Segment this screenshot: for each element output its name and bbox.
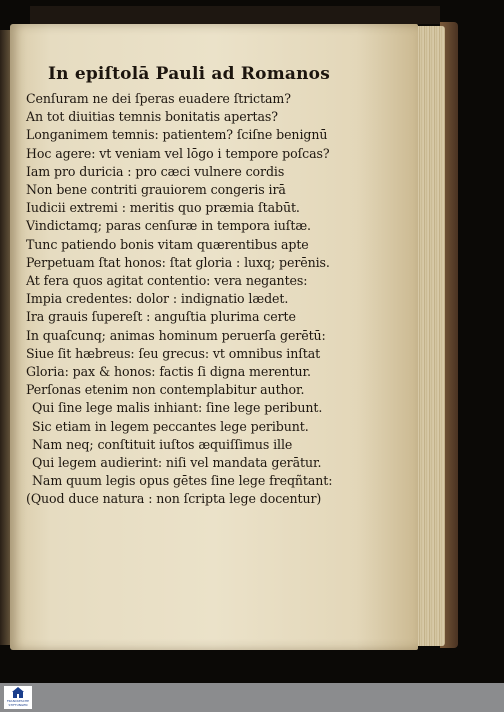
verse-line: Perſonas etenim non contemplabitur author.	[26, 382, 305, 398]
verse-line: Perpetuam ſtat honos: ſtat gloria : luxq; perēnis.	[26, 254, 330, 270]
verse-line: Ira grauis ſupereſt : anguſtia plurima certe	[26, 309, 296, 325]
verse-line: An tot diuitias temnis bonitatis apertas?	[26, 109, 278, 125]
page-stack-edges	[415, 26, 445, 646]
building-icon	[4, 686, 32, 700]
verse-line: Iudicii extremi : meritis quo præmia ſtabūt.	[26, 200, 300, 216]
verse-line: Qui ſine lege malis inhiant: ſine lege peribunt.	[32, 400, 323, 416]
verse-line: Longanimem temnis: patientem? ſciſne benignū	[26, 127, 328, 143]
logo-text: FRANCKESCHE STIFTUNGEN	[6, 699, 30, 707]
verse-line: Nam neq; conſtituit iuſtos æquiſſimus ille	[32, 436, 293, 452]
verse-line: In quaſcunq; animas hominum peruerſa gerētū:	[26, 327, 326, 343]
page-heading: In epiſtolā Pauli ad Romanos	[48, 64, 330, 84]
binding-top	[30, 6, 440, 24]
verse-line: At fera quos agitat contentio: vera negantes:	[26, 273, 308, 289]
verse-line: Impia credentes: dolor : indignatio lædet.	[26, 291, 289, 307]
verse-line: Hoc agere: vt veniam vel lōgo i tempore poſcas?	[26, 145, 330, 161]
verse-line: Iam pro duricia : pro cæci vulnere cordis	[26, 163, 285, 179]
verse-line: Tunc patiendo bonis vitam quærentibus apte	[26, 236, 309, 252]
page-text	[26, 64, 416, 509]
verse-line: (Quod duce natura : non ſcripta lege docentur)	[26, 491, 322, 507]
verse-line: Qui legem audierint: niſi vel mandata gerātur.	[32, 455, 322, 471]
institution-logo	[4, 686, 32, 709]
verse-line: Non bene contriti grauiorem congeris irā	[26, 182, 286, 198]
verse-line: Gloria: pax & honos: factis ſi digna merentur.	[26, 364, 311, 380]
verse-line: Siue ſit hæbreus: ſeu grecus: vt omnibus inſtat	[26, 345, 321, 361]
verse-line: Vindictamq; paras cenſuræ in tempora iuſtæ.	[26, 218, 311, 234]
viewer-footer-bar	[0, 683, 504, 712]
verse-line: Cenſuram ne dei ſperas euadere ſtrictam?	[26, 91, 291, 106]
verse-line: Sic etiam in legem peccantes lege peribunt.	[32, 418, 309, 434]
verse-line: Nam quum legis opus gētes ſine lege freqñtant:	[32, 473, 333, 489]
